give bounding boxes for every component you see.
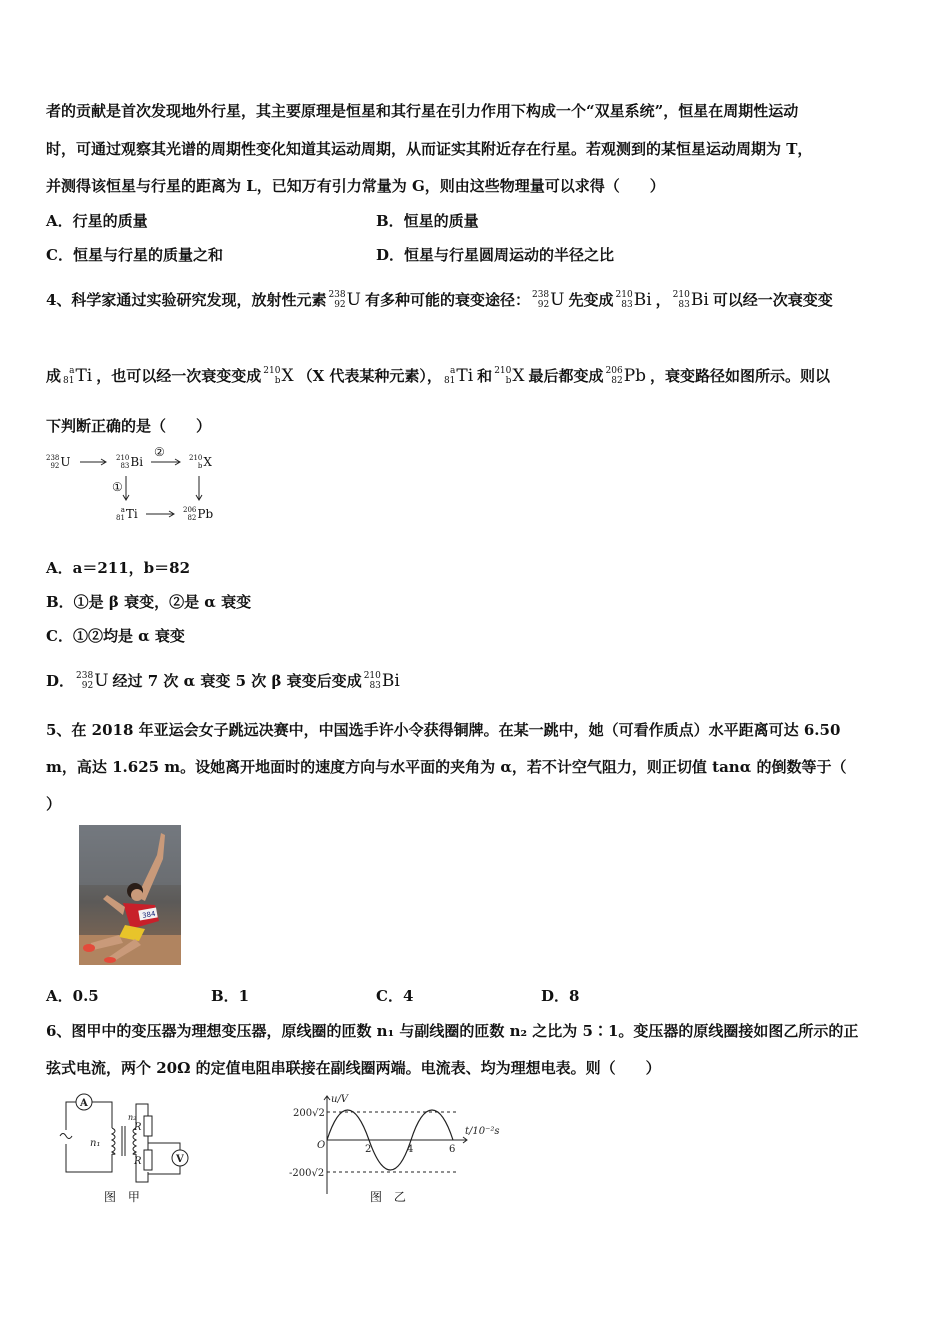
q5-option-d: D．8	[541, 987, 580, 1005]
mass-number: 206	[183, 506, 197, 514]
atomic-number: 81	[116, 514, 125, 522]
atomic-number: 92	[81, 681, 94, 691]
q5-option-b: B．1	[211, 987, 250, 1005]
q4-option-b: B．①是 β 衰变，②是 α 衰变	[46, 593, 252, 611]
resistor-1-icon	[144, 1116, 152, 1136]
origin-label: O	[317, 1140, 326, 1151]
q5-line-3: ）	[46, 795, 62, 813]
nuclide-bi	[673, 290, 709, 310]
nuclide-bi	[364, 671, 400, 691]
option-label: D．	[46, 672, 75, 690]
q4-text: ，	[655, 291, 671, 309]
mass-number: 238	[531, 290, 550, 300]
tick-2: 2	[365, 1144, 372, 1155]
q4-line-1	[46, 290, 833, 310]
element-symbol: Pb	[197, 507, 214, 521]
n1-label: n₁	[90, 1138, 101, 1149]
q6-line-1: 6、图甲中的变压器为理想变压器，原线圈的匝数 n₁ 与副线圈的匝数 n₂ 之比为 5∶1。变压器的原线圈接如图乙所示的正	[46, 1022, 859, 1040]
path-label-1: ①	[112, 480, 123, 494]
q4-text: 和	[477, 367, 493, 385]
q5-line-2: m，高达 1.625 m。设她离开地面时的速度方向与水平面的夹角为 α，若不计空气阻力，则正切值 tanα 的倒数等于（	[46, 758, 847, 776]
scheme-arrows	[46, 448, 246, 528]
q3-option-c: C．恒星与行星的质量之和	[46, 246, 223, 264]
mass-number: a	[69, 366, 75, 376]
mass-number: 210	[363, 671, 381, 681]
element-symbol: X	[281, 366, 294, 386]
element-symbol: Bi	[690, 290, 709, 310]
mass-number: 210	[672, 290, 690, 300]
nuclide-pb	[606, 366, 647, 386]
mass-number: a	[450, 366, 456, 376]
mass-number: 210	[116, 454, 130, 462]
voltmeter-label: V	[176, 1154, 184, 1165]
mass-number: 210	[263, 366, 281, 376]
atomic-number: 83	[120, 462, 130, 470]
mass-number: 238	[46, 454, 60, 462]
element-symbol: Pb	[623, 366, 647, 386]
atomic-number: 81	[63, 376, 75, 386]
atomic-number: 92	[537, 300, 550, 310]
q4-option-a: A．a＝211，b＝82	[46, 559, 191, 577]
voltmeter-wire-top	[148, 1143, 180, 1150]
q3-line-3: 并测得该恒星与行星的距离为 L，已知万有引力常量为 G，则由这些物理量可以求得（ ）	[46, 177, 665, 195]
mass-number: 206	[605, 366, 623, 376]
mass-number: 210	[615, 290, 633, 300]
voltmeter-wire-bottom	[148, 1166, 180, 1174]
option-text: 经过 7 次 α 衰变 5 次 β 衰变后变成	[112, 672, 362, 690]
q3-option-b: B．恒星的质量	[376, 212, 479, 230]
element-symbol: U	[550, 290, 565, 310]
element-symbol: Ti	[456, 366, 474, 386]
nuclide-u	[76, 671, 109, 691]
q4-option-d	[46, 671, 404, 691]
element-symbol: U	[60, 455, 71, 469]
resistor-1-label: R	[134, 1122, 142, 1133]
atomic-number: 92	[50, 462, 60, 470]
q5-line-1: 5、在 2018 年亚运会女子跳远决赛中，中国选手许小令获得铜牌。在某一跳中，她（可看作质点）水平距离可达 6.50	[46, 721, 841, 739]
mass-number: 210	[189, 454, 203, 462]
mass-number: 210	[494, 366, 512, 376]
q4-text: 4、科学家通过实验研究发现，放射性元素	[46, 291, 327, 309]
q4-text: 可以经一次衰变变	[712, 291, 833, 309]
resistor-2-label: R	[134, 1156, 142, 1167]
element-symbol: U	[94, 671, 109, 691]
atomic-number: 82	[611, 376, 623, 386]
mass-number: a	[120, 506, 125, 514]
q4-text: ，也可以经一次衰变变成	[96, 367, 262, 385]
decay-scheme	[46, 445, 246, 528]
nuclide-bi	[616, 290, 652, 310]
q4-text: 先变成	[568, 291, 614, 309]
y-axis-label: u/V	[331, 1094, 349, 1105]
q3-line-1: 者的贡献是首次发现地外行星，其主要原理是恒星和其行星在引力作用下构成一个“双星系统”，恒星在周期性运动	[46, 102, 799, 120]
ammeter-label: A	[80, 1098, 88, 1109]
q4-text: 有多种可能的衰变途径：	[364, 291, 530, 309]
element-symbol: Bi	[633, 290, 652, 310]
q4-option-c: C．①②均是 α 衰变	[46, 627, 185, 645]
circuit-caption: 图 甲	[104, 1190, 144, 1204]
long-jump-photo	[79, 825, 181, 965]
tick-4: 4	[407, 1144, 414, 1155]
element-symbol: X	[203, 455, 212, 469]
graph-caption: 图 乙	[370, 1190, 410, 1204]
q4-text: ，衰变路径如图所示。则以	[650, 367, 831, 385]
nuclide-u	[532, 290, 565, 310]
atomic-number: b	[274, 376, 281, 386]
q3-line-2: 时，可通过观察其光谱的周期性变化知道其运动周期，从而证实其附近存在行星。若观测到的某恒星运动周期为 T，	[46, 140, 813, 158]
nuclide-x	[494, 366, 524, 386]
atomic-number: b	[197, 462, 203, 470]
resistor-2-icon	[144, 1150, 152, 1170]
q4-text: 最后都变成	[528, 367, 604, 385]
element-symbol: Bi	[381, 671, 400, 691]
q5-option-c: C．4	[376, 987, 414, 1005]
nuclide-u	[328, 290, 361, 310]
element-symbol: Ti	[125, 507, 138, 521]
path-label-2: ②	[154, 445, 165, 459]
mass-number: 238	[328, 290, 346, 300]
q6-line-2: 弦式电流，两个 20Ω 的定值电阻串联接在副线圈两端。电流表、均为理想电表。则（ ）	[46, 1059, 661, 1077]
primary-coil-icon	[112, 1128, 115, 1154]
q4-line-3: 下判断正确的是（ ）	[46, 417, 212, 435]
n2-label: n₂	[128, 1113, 137, 1122]
atomic-number: 92	[334, 300, 346, 310]
primary-wire-bottom	[66, 1154, 112, 1172]
q3-option-d: D．恒星与行星圆周运动的半径之比	[376, 246, 615, 264]
q3-option-a: A．行星的质量	[46, 212, 148, 230]
atomic-number: b	[505, 376, 512, 386]
x-axis-label: t/10⁻²s	[465, 1126, 500, 1137]
q4-line-2	[46, 366, 830, 386]
nuclide-ti	[63, 366, 92, 386]
ymax-label: 200√2	[293, 1108, 325, 1119]
ac-source-icon	[60, 1134, 72, 1139]
nuclide-x	[263, 366, 293, 386]
element-symbol: X	[512, 366, 525, 386]
atomic-number: 83	[621, 300, 633, 310]
atomic-number: 83	[678, 300, 690, 310]
mass-number: 238	[76, 671, 94, 681]
ymin-label: -200√2	[289, 1168, 325, 1179]
atomic-number: 83	[369, 681, 381, 691]
atomic-number: 82	[187, 514, 197, 522]
element-symbol: U	[346, 290, 361, 310]
atomic-number: 81	[443, 376, 456, 386]
tick-6: 6	[449, 1144, 456, 1155]
q5-option-a: A．0.5	[46, 987, 99, 1005]
q4-text: （X 代表某种元素），	[297, 367, 442, 385]
element-symbol: Bi	[130, 455, 144, 469]
element-symbol: Ti	[75, 366, 93, 386]
bib-number: 384	[141, 909, 157, 920]
q4-text: 成	[46, 367, 62, 385]
nuclide-ti	[444, 366, 473, 386]
